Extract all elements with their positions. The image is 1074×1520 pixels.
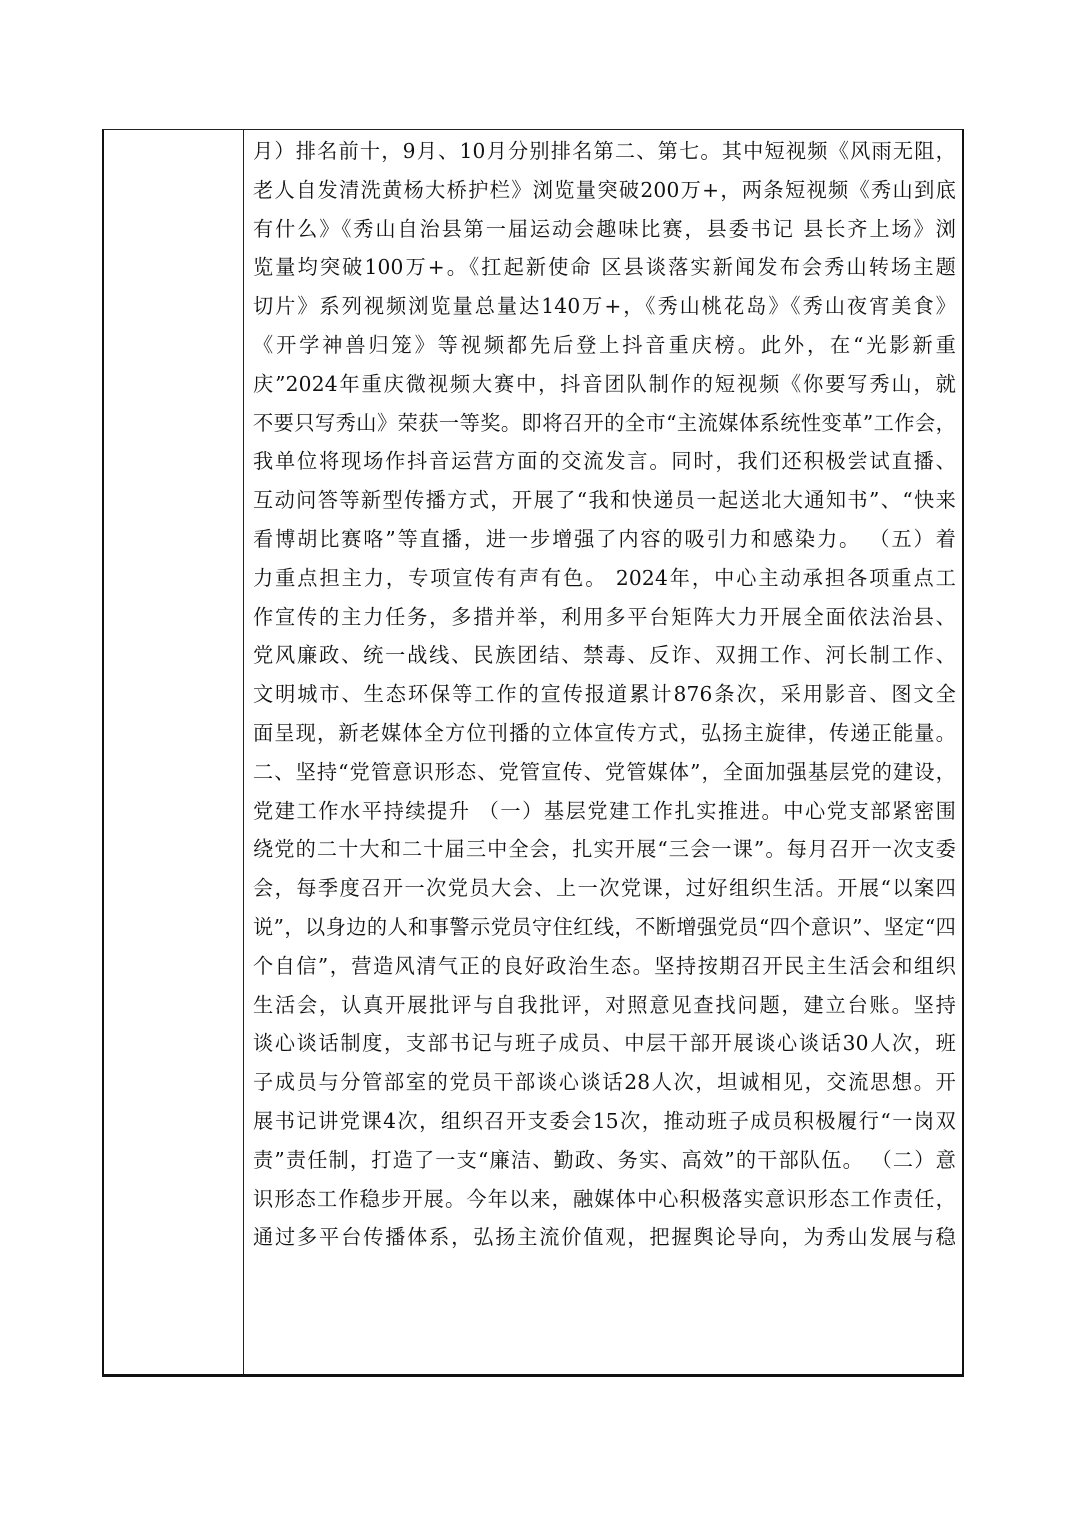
text-line: 绕党的二十大和二十届三中全会，扎实开展“三会一课”。每月召开一次支委: [253, 837, 956, 862]
table-left-cell: [104, 130, 244, 1374]
text-line: 党建工作水平持续提升 （一）基层党建工作扎实推进。中心党支部紧密围: [253, 798, 956, 823]
text-line: 谈心谈话制度，支部书记与班子成员、中层干部开展谈心谈话30人次，班: [253, 1031, 956, 1056]
text-line: 党风廉政、统一战线、民族团结、禁毒、反诈、双拥工作、河长制工作、: [253, 643, 956, 668]
paragraph-text: [253, 130, 956, 1257]
text-line: 《开学神兽归笼》等视频都先后登上抖音重庆榜。此外，在“光影新重: [253, 332, 956, 357]
text-line: 个自信”，营造风清气正的良好政治生态。坚持按期召开民主生活会和组织: [253, 953, 956, 978]
text-line: 生活会，认真开展批评与自我批评，对照意见查找问题，建立台账。坚持: [253, 992, 956, 1017]
text-line: 展书记讲党课4次，组织召开支委会15次，推动班子成员积极履行“一岗双: [253, 1108, 956, 1133]
text-line: 我单位将现场作抖音运营方面的交流发言。同时，我们还积极尝试直播、: [253, 449, 956, 474]
text-line: 切片》系列视频浏览量总量达140万+，《秀山桃花岛》《秀山夜宵美食》: [253, 294, 956, 319]
text-line: 说”，以身边的人和事警示党员守住红线，不断增强党员“四个意识”、坚定“四: [253, 914, 956, 939]
text-line: 识形态工作稳步开展。今年以来，融媒体中心积极落实意识形态工作责任，: [253, 1186, 956, 1211]
text-line: 面呈现，新老媒体全方位刊播的立体宣传方式，弘扬主旋律，传递正能量。: [253, 720, 956, 745]
text-line: 庆”2024年重庆微视频大赛中，抖音团队制作的短视频《你要写秀山，就: [253, 371, 956, 396]
text-line: 会，每季度召开一次党员大会、上一次党课，过好组织生活。开展“以案四: [253, 876, 956, 901]
text-line: 有什么》《秀山自治县第一届运动会趣味比赛，县委书记 县长齐上场》浏: [253, 216, 956, 241]
text-line: 责”责任制，打造了一支“廉洁、勤政、务实、高效”的干部队伍。 （二）意: [253, 1147, 956, 1172]
text-line: 看博胡比赛咯”等直播，进一步增强了内容的吸引力和感染力。 （五）着: [253, 526, 956, 551]
table-content-cell: [245, 130, 962, 1374]
text-line: 作宣传的主力任务，多措并举，利用多平台矩阵大力开展全面依法治县、: [253, 604, 956, 629]
text-line: 力重点担主力，专项宣传有声有色。 2024年，中心主动承担各项重点工: [253, 565, 956, 590]
text-line: 览量均突破100万+。《扛起新使命 区县谈落实新闻发布会秀山转场主题: [253, 255, 956, 280]
text-line: 二、坚持“党管意识形态、党管宣传、党管媒体”，全面加强基层党的建设，: [253, 759, 956, 784]
text-line: 通过多平台传播体系，弘扬主流价值观，把握舆论导向，为秀山发展与稳: [253, 1225, 956, 1250]
text-line: 不要只写秀山》荣获一等奖。即将召开的全市“主流媒体系统性变革”工作会，: [253, 410, 956, 435]
text-line: 老人自发清洗黄杨大桥护栏》浏览量突破200万+，两条短视频《秀山到底: [253, 177, 956, 202]
text-line: 互动问答等新型传播方式，开展了“我和快递员一起送北大通知书”、“快来: [253, 488, 956, 513]
text-line: 文明城市、生态环保等工作的宣传报道累计876条次，采用影音、图文全: [253, 682, 956, 707]
document-table: [102, 129, 964, 1377]
text-line: 月）排名前十，9月、10月分别排名第二、第七。其中短视频《风雨无阻，: [253, 139, 956, 163]
text-line: 子成员与分管部室的党员干部谈心谈话28人次，坦诚相见，交流思想。开: [253, 1070, 956, 1095]
